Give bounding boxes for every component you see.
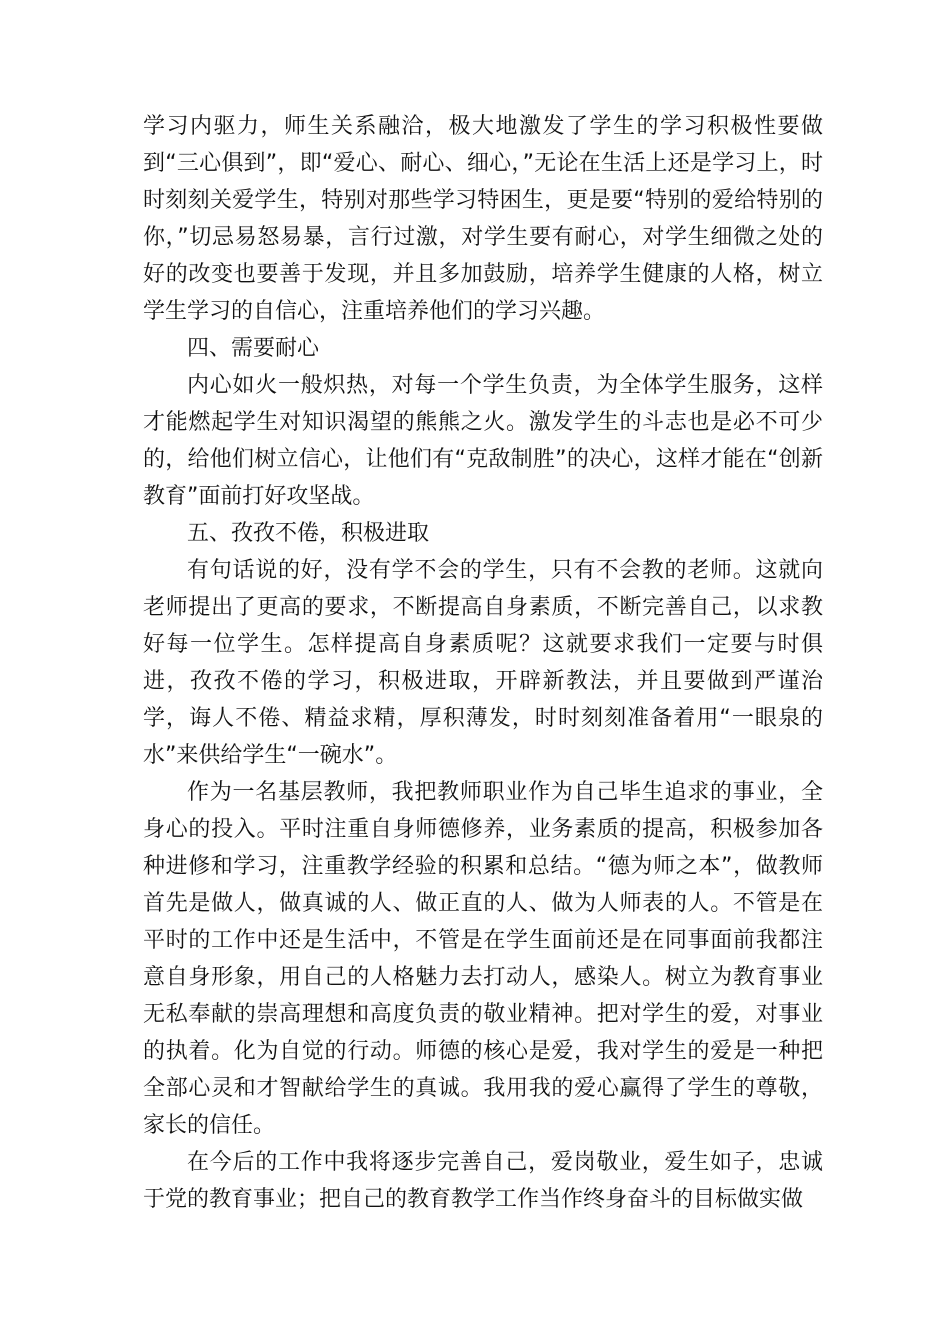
document-body bbox=[143, 108, 823, 1218]
section-heading-patience: 四、需要耐心 bbox=[187, 336, 320, 361]
section-heading-diligence: 五、孜孜不倦，积极进取 bbox=[187, 521, 430, 546]
paragraph-teacher-ethics: 作为一名基层教师，我把教师职业作为自己毕生追求的事业，全身心的投入。平时注重自身师德修养，业务素质的提高，积极参加各种进修和学习，注重教学经验的积累和总结。“德为师之本”，做教师首先是做人，做真诚的人、做正直的人、做为人师表的人。不管是在平时的工作中还是生活中，不管是在学生面前还是在同事面前我都注意自身形象，用自己的人格魅力去打动人，感染人。树立为教育事业无私奉献的崇高理想和高度负责的敬业精神。把对学生的爱，对事业的执着。化为自觉的行动。师德的核心是爱，我对学生的爱是一种把全部心灵和才智献给学生的真诚。我用我的爱心赢得了学生的尊敬，家长的信任。 bbox=[143, 780, 823, 1138]
paragraph-diligence: 有句话说的好，没有学不会的学生，只有不会教的老师。这就向老师提出了更高的要求，不断提高自身素质，不断完善自己，以求教好每一位学生。怎样提高自身素质呢？这就要求我们一定要与时俱进，孜孜不倦的学习，积极进取，开辟新教法，并且要做到严谨治学，诲人不倦、精益求精，厚积薄发，时时刻刻准备着用“一眼泉的水”来供给学生“一碗水”。 bbox=[143, 558, 823, 768]
paragraph-future-work: 在今后的工作中我将逐步完善自己，爱岗敬业，爱生如子，忠诚于党的教育事业；把自己的教育教学工作当作终身奋斗的目标做实做 bbox=[143, 1150, 823, 1212]
paragraph-patience: 内心如火一般炽热，对每一个学生负责，为全体学生服务，这样才能燃起学生对知识渴望的熊熊之火。激发学生的斗志也是必不可少的，给他们树立信心，让他们有“克敌制胜”的决心，这样才能在“创新教育”面前打好攻坚战。 bbox=[143, 373, 823, 509]
paragraph-continuation: 学习内驱力，师生关系融洽，极大地激发了学生的学习积极性要做到“三心俱到”，即“爱心、耐心、细心，”无论在生活上还是学习上，时时刻刻关爱学生，特别对那些学习特困生，更是要“特别的爱给特别的你，”切忌易怒易暴，言行过激，对学生要有耐心，对学生细微之处的好的改变也要善于发现，并且多加鼓励，培养学生健康的人格，树立学生学习的自信心，注重培养他们的学习兴趣。 bbox=[143, 114, 823, 324]
